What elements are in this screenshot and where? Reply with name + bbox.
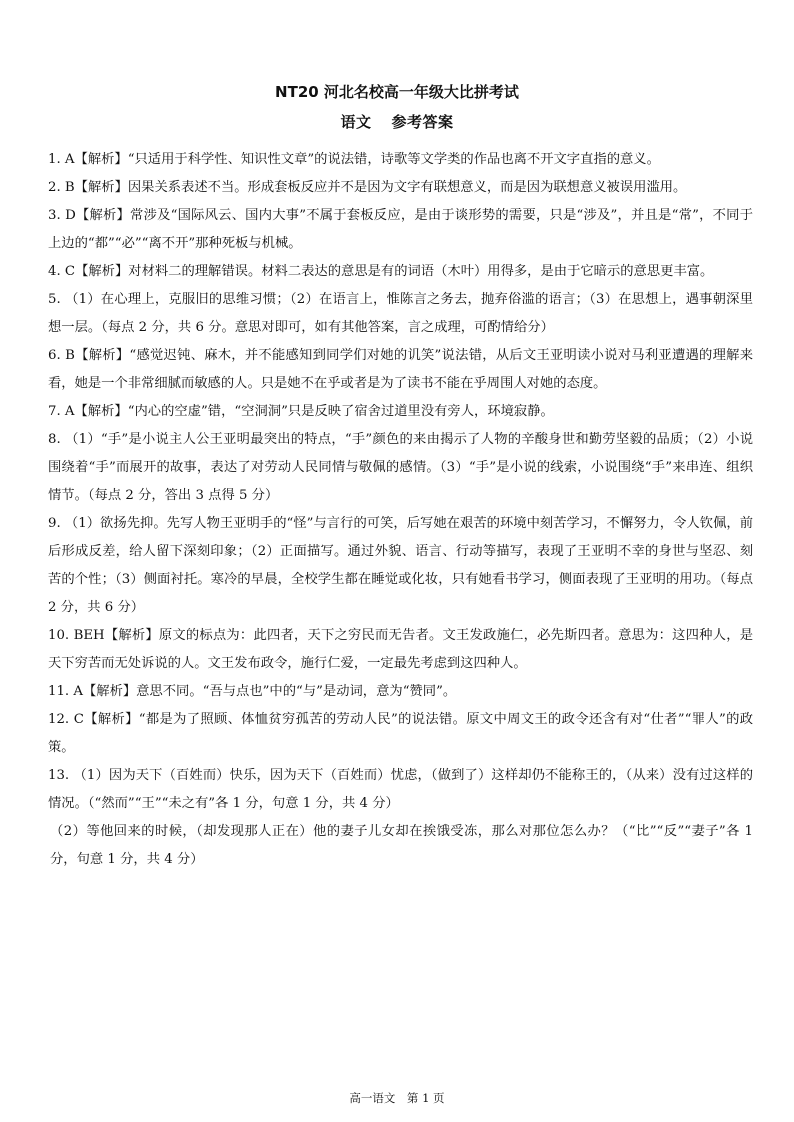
answer-item-8: 8. （1）“手”是小说主人公王亚明最突出的特点，“手”颜色的来由揭示了人物的辛酸身世和勤劳坚毅的品质；（2）小说围绕着“手”而展开的故事，表达了对劳动人民同情与敬佩的感情。（3）“手”是小说的线索，小说围绕“手”来串连、组织情节。（每点 2 分，答出 3 点得 5 分）	[48, 432, 753, 503]
answer-item-3: 3. D【解析】常涉及“国际风云、国内大事”不属于套板反应，是由于谈形势的需要，只是“涉及”，并且是“常”，不同于上边的“都”“必”“离不开”那种死板与机械。	[48, 208, 753, 251]
answer-key-label: 参考答案	[391, 113, 454, 131]
page-footer: 高一语文 第 1 页	[349, 1091, 445, 1105]
answer-subtitle	[0, 112, 794, 132]
answer-item-7: 7. A【解析】“内心的空虚”错，“空洞洞”只是反映了宿舍过道里没有旁人，环境寂静。	[48, 404, 554, 419]
answer-item-6: 6. B【解析】“感觉迟钝、麻木，并不能感知到同学们对她的讥笑”说法错，从后文王亚明读小说对马利亚遭遇的理解来看，她是一个非常细腻而敏感的人。只是她不在乎或者是为了读书不能在乎周围人对她的态度。	[48, 348, 753, 391]
answer-item-4: 4. C【解析】对材料二的理解错误。材料二表达的意思是有的词语（木叶）用得多，是由于它暗示的意思更丰富。	[48, 264, 714, 279]
answer-item-9: 9. （1）欲扬先抑。先写人物王亚明手的“怪”与言行的可笑，后写她在艰苦的环境中刻苦学习，不懈努力，令人钦佩，前后形成反差，给人留下深刻印象；（2）正面描写。通过外貌、语言、行动等描写，表现了王亚明不幸的身世与坚忍、刻苦的个性；（3）侧面衬托。寒冷的早晨，全校学生都在睡觉或化妆，只有她看书学习，侧面表现了王亚明的用功。（每点 2 分，共 6 分）	[48, 516, 753, 615]
subject-label: 语文	[340, 113, 372, 131]
answer-list	[48, 146, 753, 874]
answer-item-12: 12. C【解析】“都是为了照顾、体恤贫穷孤苦的劳动人民”的说法错。原文中周文王的政令还含有对“仕者”“罪人”的政策。	[48, 712, 753, 755]
answer-item-13-part-2: （2）等他回来的时候，（却发现那人正在）他的妻子儿女却在挨饿受冻，那么对那位怎么办？（“比”“反”“妻子”各 1 分，句意 1 分，共 4 分）	[50, 824, 753, 867]
answer-item-1: 1. A【解析】“只适用于科学性、知识性文章”的说法错，诗歌等文学类的作品也离不开文字直指的意义。	[48, 152, 660, 167]
answer-item-13-part-1: 13. （1）因为天下（百姓而）快乐，因为天下（百姓而）忧虑，（做到了）这样却仍不能称王的，（从来）没有过这样的情况。（“然而”“王”“未之有”各 1 分，句意 1 分，共 4 分）	[48, 768, 753, 811]
answer-item-2: 2. B【解析】因果关系表述不当。形成套板反应并不是因为文字有联想意义，而是因为联想意义被误用滥用。	[48, 180, 687, 195]
exam-title: NT20 河北名校高一年级大比拼考试	[275, 83, 519, 101]
answer-item-10: 10. BEH【解析】原文的标点为：此四者，天下之穷民而无告者。文王发政施仁，必先斯四者。意思为：这四种人，是天下穷苦而无处诉说的人。文王发布政令，施行仁爱，一定最先考虑到这四种人。	[48, 628, 753, 671]
answer-item-5: 5. （1）在心理上，克服旧的思维习惯；（2）在语言上，惟陈言之务去，抛弃俗滥的语言；（3）在思想上，遇事朝深里想一层。（每点 2 分，共 6 分。意思对即可，如有其他答案，言之成理，可酌情给分）	[48, 292, 753, 335]
answer-item-11: 11. A【解析】意思不同。“吾与点也”中的“与”是动词，意为“赞同”。	[48, 684, 457, 699]
